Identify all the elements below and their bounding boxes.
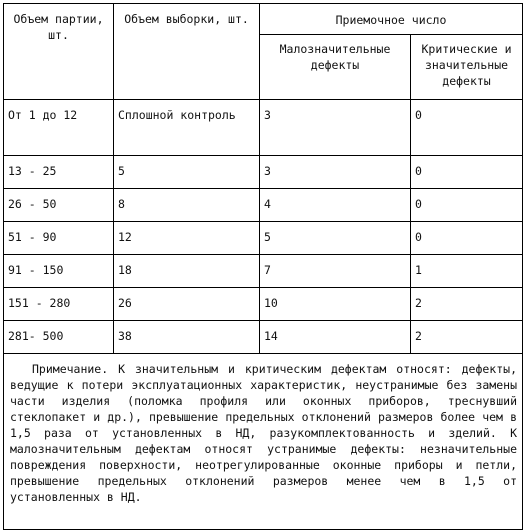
note-row	[4, 354, 523, 530]
cell-minor: 7	[260, 255, 411, 288]
cell-critical: 0	[411, 189, 523, 222]
cell-batch: 151 - 280	[4, 288, 114, 321]
cell-batch: 51 - 90	[4, 222, 114, 255]
cell-minor: 5	[260, 222, 411, 255]
table-row	[4, 189, 523, 222]
header-minor-defects: Малозначительные дефекты	[260, 35, 411, 100]
cell-critical: 2	[411, 321, 523, 354]
header-acceptance-number: Приемочное число	[260, 4, 523, 35]
cell-critical: 0	[411, 100, 523, 156]
cell-sample: 5	[114, 156, 260, 189]
header-critical-defects: Критические и значительные дефекты	[411, 35, 523, 100]
cell-batch: 281- 500	[4, 321, 114, 354]
cell-sample: 12	[114, 222, 260, 255]
cell-critical: 2	[411, 288, 523, 321]
cell-minor: 14	[260, 321, 411, 354]
document-page	[3, 3, 522, 530]
header-sample-size: Объем выборки, шт.	[114, 4, 260, 100]
table-row	[4, 288, 523, 321]
cell-sample: Сплошной контроль	[114, 100, 260, 156]
table-row	[4, 156, 523, 189]
acceptance-table	[3, 3, 523, 530]
cell-minor: 3	[260, 156, 411, 189]
cell-critical: 0	[411, 156, 523, 189]
cell-sample: 8	[114, 189, 260, 222]
cell-minor: 4	[260, 189, 411, 222]
table-header-row	[4, 4, 523, 35]
header-batch-size: Объем партии, шт.	[4, 4, 114, 100]
table-row	[4, 100, 523, 156]
footnote-text: Примечание. К значительным и критическим дефектам относят: дефекты, ведущие к потери эксплуатационных характеристик, неустранимые без замены части изделия (поломка профиля или оконных приборов, треснувший стеклопакет и др.), превышение предельных отклонений размеров более чем в 1,5 раза от установленных в НД, разукомплектованность и зделий. К малозначительным дефектам относят устранимые дефекты: незначительные повреждения поверхности, неотрегулированные оконные приборы и петли, превышение предельных отклонений размеров менее чем в 1,5 от установленных в НД.	[10, 362, 517, 504]
cell-minor: 3	[260, 100, 411, 156]
cell-batch: 91 - 150	[4, 255, 114, 288]
cell-critical: 0	[411, 222, 523, 255]
table-row	[4, 321, 523, 354]
cell-sample: 18	[114, 255, 260, 288]
footnote-cell	[4, 354, 523, 530]
cell-batch: От 1 до 12	[4, 100, 114, 156]
cell-sample: 38	[114, 321, 260, 354]
table-row	[4, 222, 523, 255]
table-row	[4, 255, 523, 288]
cell-minor: 10	[260, 288, 411, 321]
cell-critical: 1	[411, 255, 523, 288]
cell-batch: 13 - 25	[4, 156, 114, 189]
cell-sample: 26	[114, 288, 260, 321]
cell-batch: 26 - 50	[4, 189, 114, 222]
